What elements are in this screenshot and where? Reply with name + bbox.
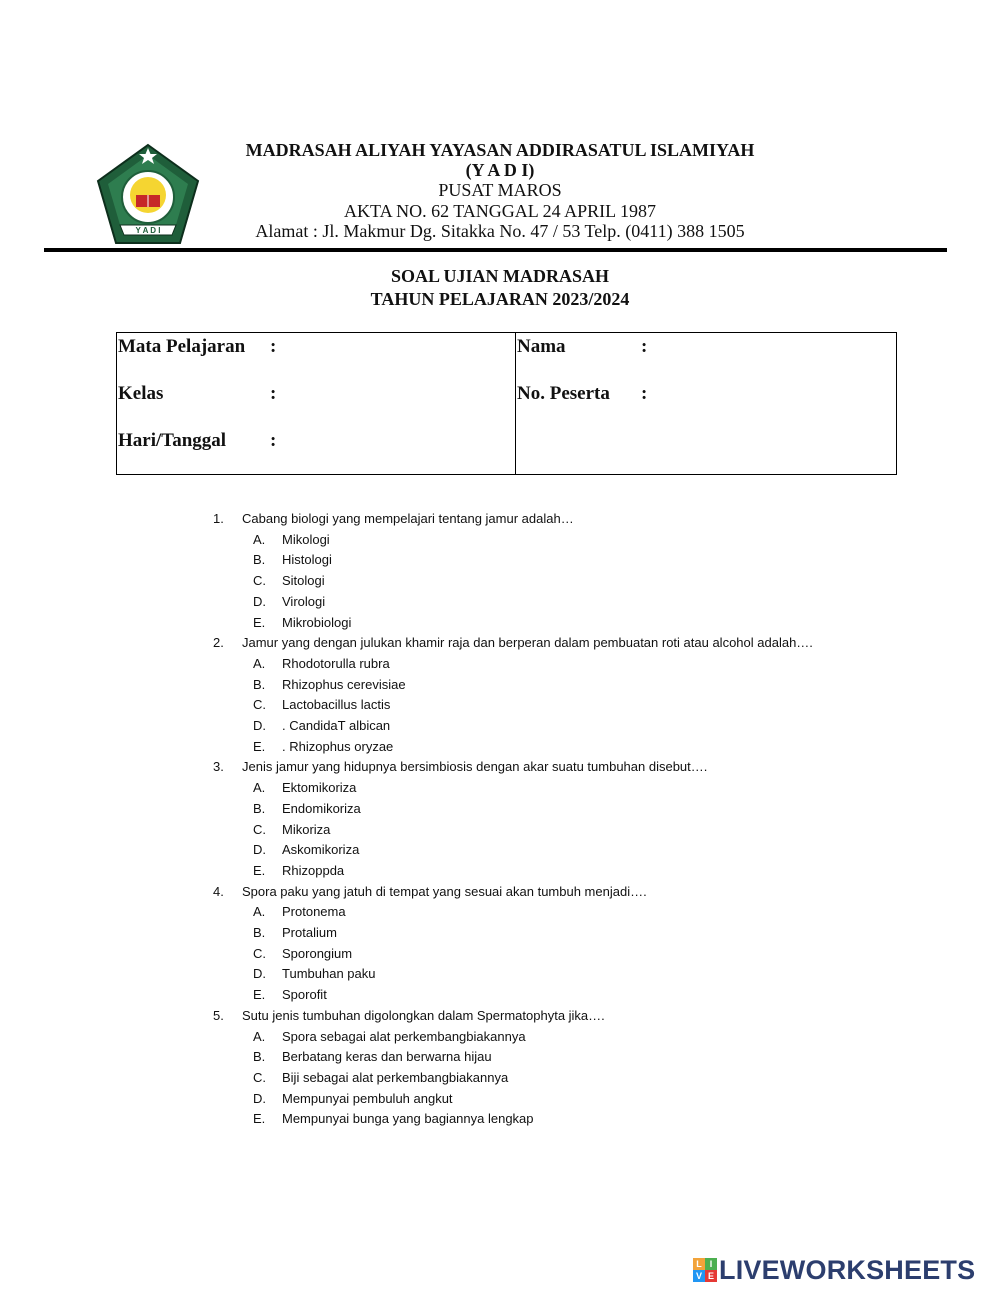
subject-label: Mata Pelajaran: [118, 336, 246, 357]
option-letter: A.: [253, 655, 266, 671]
logo-banner-text: Y A D I: [135, 226, 161, 235]
option-letter: C.: [253, 945, 266, 961]
name-label: Nama: [517, 336, 566, 357]
question-text: Jenis jamur yang hidupnya bersimbiosis dengan akar suatu tumbuhan disebut….: [242, 759, 708, 775]
option-text: Mikologi: [282, 531, 330, 547]
class-label: Kelas: [118, 383, 164, 404]
option-text: Rhizophus cerevisiae: [282, 676, 406, 692]
question-number: 3.: [213, 759, 224, 775]
day-date-label: Hari/Tanggal: [118, 430, 227, 451]
info-box-divider: [515, 333, 516, 474]
question-text: Cabang biologi yang mempelajari tentang jamur adalah…: [242, 511, 574, 526]
question-text: Sutu jenis tumbuhan digolongkan dalam Spermatophyta jika….: [242, 1007, 605, 1023]
option-text: Sitologi: [282, 573, 325, 589]
option-text: . CandidaT albican: [282, 718, 391, 733]
logo-letter-i: I: [705, 1258, 717, 1270]
option-text: Histologi: [282, 552, 332, 568]
exam-year: TAHUN PELAJARAN 2023/2024: [370, 289, 630, 309]
option-letter: D.: [253, 966, 266, 982]
class-colon: :: [270, 383, 277, 404]
school-address: Alamat : Jl. Makmur Dg. Sitakka No. 47 / 53 Telp. (0411) 388 1505: [255, 221, 745, 241]
option-text: Askomikoriza: [282, 842, 360, 858]
question-number: 1.: [213, 511, 224, 526]
logo-letter-v: V: [693, 1270, 705, 1282]
school-logo: [96, 143, 200, 245]
option-text: Spora sebagai alat perkembangbiakannya: [282, 1028, 526, 1044]
option-letter: E.: [253, 862, 266, 878]
option-text: Rhizoppda: [282, 862, 345, 878]
liveworksheets-wordmark: LIVEWORKSHEETS: [719, 1254, 976, 1285]
option-text: Mikoriza: [282, 821, 331, 837]
logo-letter-e: E: [705, 1270, 717, 1282]
option-letter: B.: [253, 925, 266, 940]
option-text: Mempunyai bunga yang bagiannya lengkap: [282, 1111, 534, 1127]
option-letter: D.: [253, 842, 266, 858]
option-letter: E.: [253, 738, 266, 754]
day-date-colon: :: [270, 430, 277, 451]
question-number: 5.: [213, 1007, 224, 1023]
option-text: Ektomikoriza: [282, 780, 357, 796]
option-letter: C.: [253, 697, 266, 713]
option-text: Virologi: [282, 593, 326, 609]
school-abbrev: (Y A D I): [465, 160, 535, 180]
student-info-box: [116, 332, 897, 475]
name-colon: :: [641, 336, 648, 357]
option-text: Tumbuhan paku: [282, 966, 376, 982]
option-letter: B.: [253, 552, 266, 568]
subject-colon: :: [270, 336, 277, 357]
option-letter: A.: [253, 531, 266, 547]
option-letter: A.: [253, 904, 266, 920]
header-divider: [44, 248, 947, 252]
option-text: Mempunyai pembuluh angkut: [282, 1090, 453, 1106]
option-letter: D.: [253, 593, 266, 609]
option-letter: A.: [253, 780, 266, 796]
exam-title: SOAL UJIAN MADRASAH: [390, 266, 610, 286]
school-akta: AKTA NO. 62 TANGGAL 24 APRIL 1987: [344, 201, 656, 221]
option-text: Biji sebagai alat perkembangbiakannya: [282, 1069, 509, 1085]
option-letter: E.: [253, 614, 266, 630]
question-number: 4.: [213, 883, 224, 899]
option-letter: C.: [253, 1069, 266, 1085]
option-letter: D.: [253, 1090, 266, 1106]
liveworksheets-logo-icon: [693, 1258, 717, 1282]
option-text: Sporofit: [282, 987, 327, 1003]
option-letter: E.: [253, 1111, 266, 1127]
option-letter: B.: [253, 1049, 266, 1065]
school-name: MADRASAH ALIYAH YAYASAN ADDIRASATUL ISLAMIYAH: [245, 140, 755, 160]
option-text: Protonema: [282, 904, 346, 920]
option-letter: B.: [253, 800, 266, 816]
option-letter: E.: [253, 987, 266, 1003]
participant-number-label: No. Peserta: [517, 383, 610, 404]
participant-number-colon: :: [641, 383, 648, 404]
option-text: Lactobacillus lactis: [282, 697, 391, 713]
option-letter: B.: [253, 676, 266, 692]
option-text: Sporongium: [282, 945, 353, 961]
question-text: Spora paku yang jatuh di tempat yang sesuai akan tumbuh menjadi….: [242, 883, 647, 899]
option-letter: C.: [253, 573, 266, 589]
option-text: Rhodotorulla rubra: [282, 655, 390, 671]
option-letter: A.: [253, 1028, 266, 1044]
liveworksheets-brand: [693, 1256, 975, 1284]
option-letter: D.: [253, 718, 266, 733]
logo-letter-l: L: [693, 1258, 705, 1270]
question-text: Jamur yang dengan julukan khamir raja dan berperan dalam pembuatan roti atau alcohol adalah….: [242, 635, 813, 651]
option-text: Berbatang keras dan berwarna hijau: [282, 1049, 492, 1065]
option-text: . Rhizophus oryzae: [282, 738, 394, 754]
option-text: Endomikoriza: [282, 800, 361, 816]
school-location: PUSAT MAROS: [438, 180, 562, 200]
option-letter: C.: [253, 821, 266, 837]
option-text: Protalium: [282, 925, 337, 940]
question-number: 2.: [213, 635, 224, 651]
option-text: Mikrobiologi: [282, 614, 352, 630]
